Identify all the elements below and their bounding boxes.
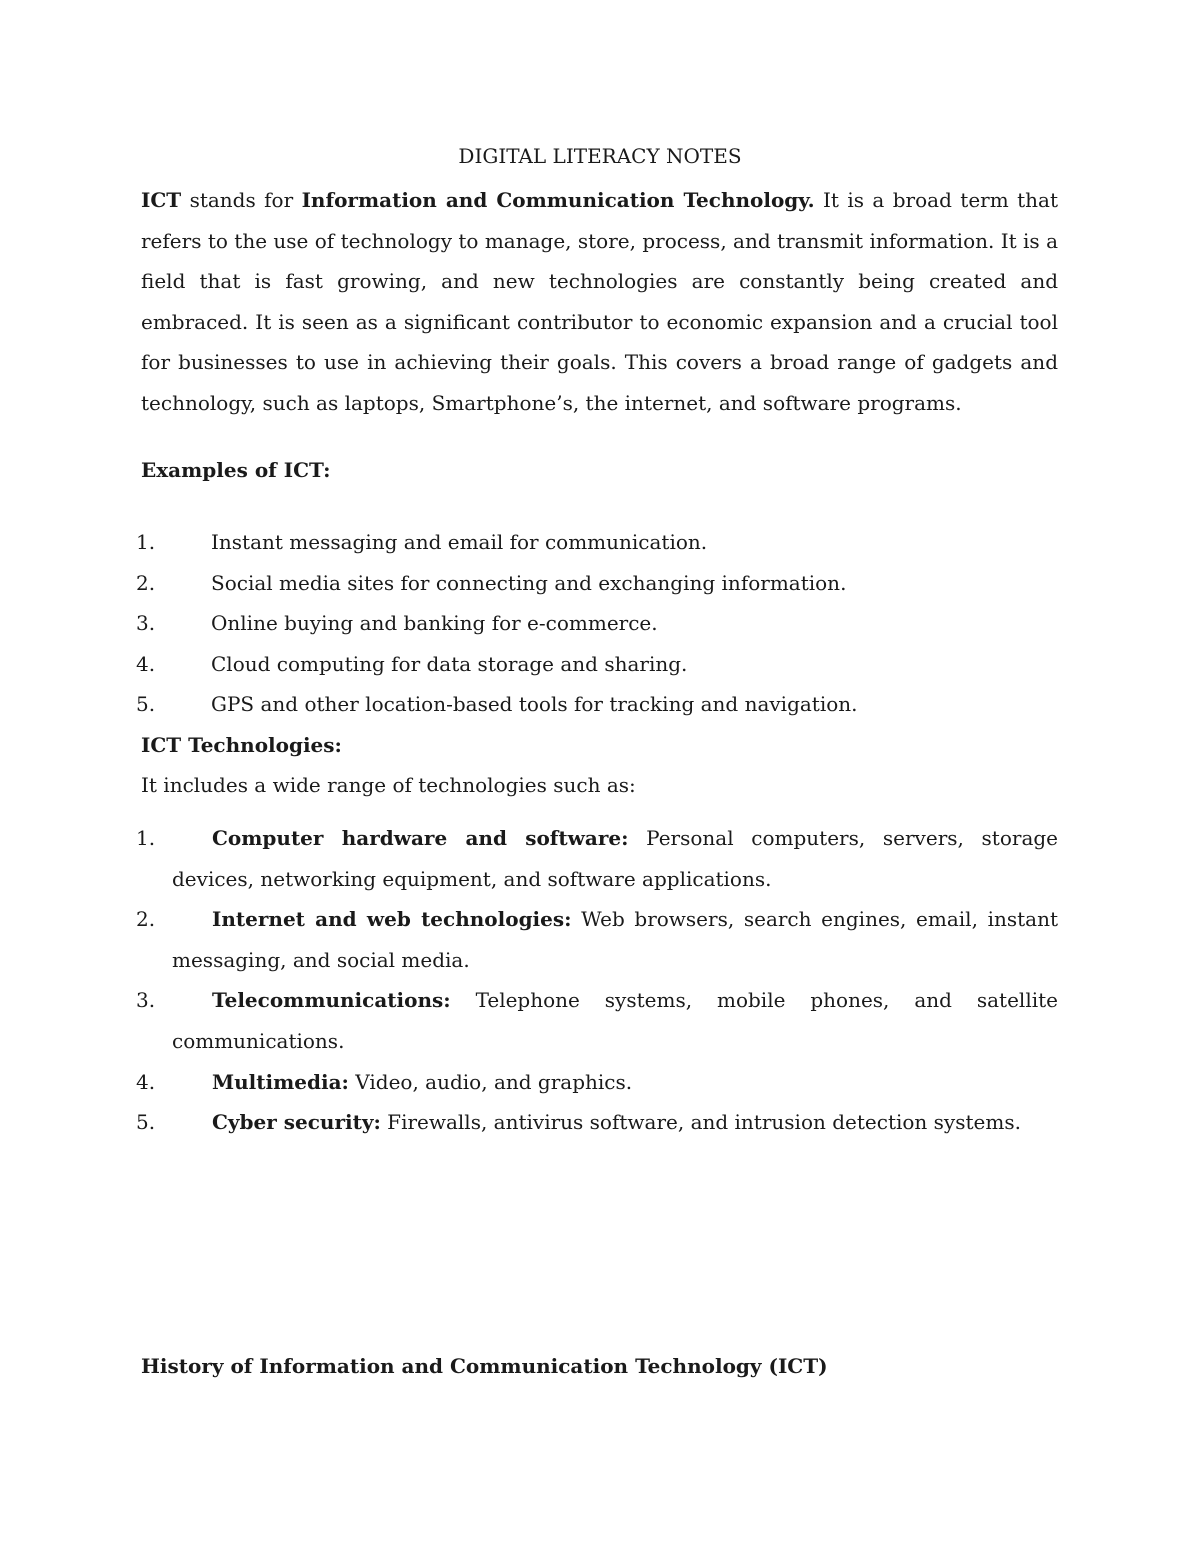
list-number: 4. xyxy=(136,1069,156,1094)
list-number: 2. xyxy=(136,570,156,595)
list-text: Telephone systems, mobile phones, and satellite communications. xyxy=(172,988,1058,1053)
list-item xyxy=(136,528,1056,569)
list-text: Social media sites for connecting and exchanging information. xyxy=(211,570,847,595)
list-item xyxy=(136,1102,1058,1143)
list-number: 4. xyxy=(136,651,156,676)
technologies-list xyxy=(136,818,1058,1143)
list-text: GPS and other location-based tools for tracking and navigation. xyxy=(211,692,858,716)
list-item xyxy=(136,609,1056,650)
list-item xyxy=(136,1062,1058,1103)
list-number: 2. xyxy=(136,907,156,932)
technologies-intro: It includes a wide range of technologies such as: xyxy=(141,773,636,797)
list-item xyxy=(136,818,1058,899)
list-number: 1. xyxy=(136,530,156,554)
technologies-heading: ICT Technologies: xyxy=(141,733,342,757)
list-text: Instant messaging and email for communication. xyxy=(211,530,708,554)
list-label: Internet and web technologies: xyxy=(212,907,572,932)
list-text: Online buying and banking for e-commerce. xyxy=(211,611,658,635)
list-text: Cloud computing for data storage and sharing. xyxy=(211,651,688,676)
list-number: 3. xyxy=(136,611,156,635)
list-label: Multimedia: xyxy=(212,1069,349,1094)
list-item xyxy=(136,899,1058,980)
examples-list xyxy=(136,528,1056,731)
history-heading: History of Information and Communication Technology (ICT) xyxy=(141,1354,828,1378)
intro-text: It is a broad term that refers to the use of technology to manage, store, process, and transmit information. It is a field that is fast growing, and new technologies are constantly being created and embraced. It is seen as a significant contributor to economic expansion and a crucial tool for businesses to use in achieving their goals. This covers a broad range of gadgets and technology, such as laptops, Smartphone’s, the internet, and software programs. xyxy=(141,188,1058,415)
list-number: 3. xyxy=(136,988,156,1013)
intro-stands-for: stands for xyxy=(181,188,302,212)
list-item xyxy=(136,650,1056,691)
list-label: Telecommunications: xyxy=(212,988,451,1013)
list-item xyxy=(136,980,1058,1061)
list-text: Firewalls, antivirus software, and intrusion detection systems. xyxy=(380,1110,1021,1135)
list-text: Web browsers, search engines, email, instant messaging, and social media. xyxy=(172,907,1058,972)
intro-paragraph xyxy=(141,180,1058,424)
list-label: Computer hardware and software: xyxy=(212,826,629,850)
intro-term: ICT xyxy=(141,188,182,212)
list-text: Personal computers, servers, storage devices, networking equipment, and software applications. xyxy=(172,826,1059,891)
intro-full-name: Information and Communication Technology. xyxy=(301,188,815,212)
list-item xyxy=(136,569,1056,610)
list-number: 1. xyxy=(136,826,156,850)
examples-heading: Examples of ICT: xyxy=(141,458,331,482)
list-item xyxy=(136,690,1056,731)
list-number: 5. xyxy=(136,692,156,716)
list-label: Cyber security: xyxy=(212,1110,381,1135)
list-number: 5. xyxy=(136,1110,156,1135)
page-title: DIGITAL LITERACY NOTES xyxy=(458,144,742,168)
list-text: Video, audio, and graphics. xyxy=(348,1069,633,1094)
